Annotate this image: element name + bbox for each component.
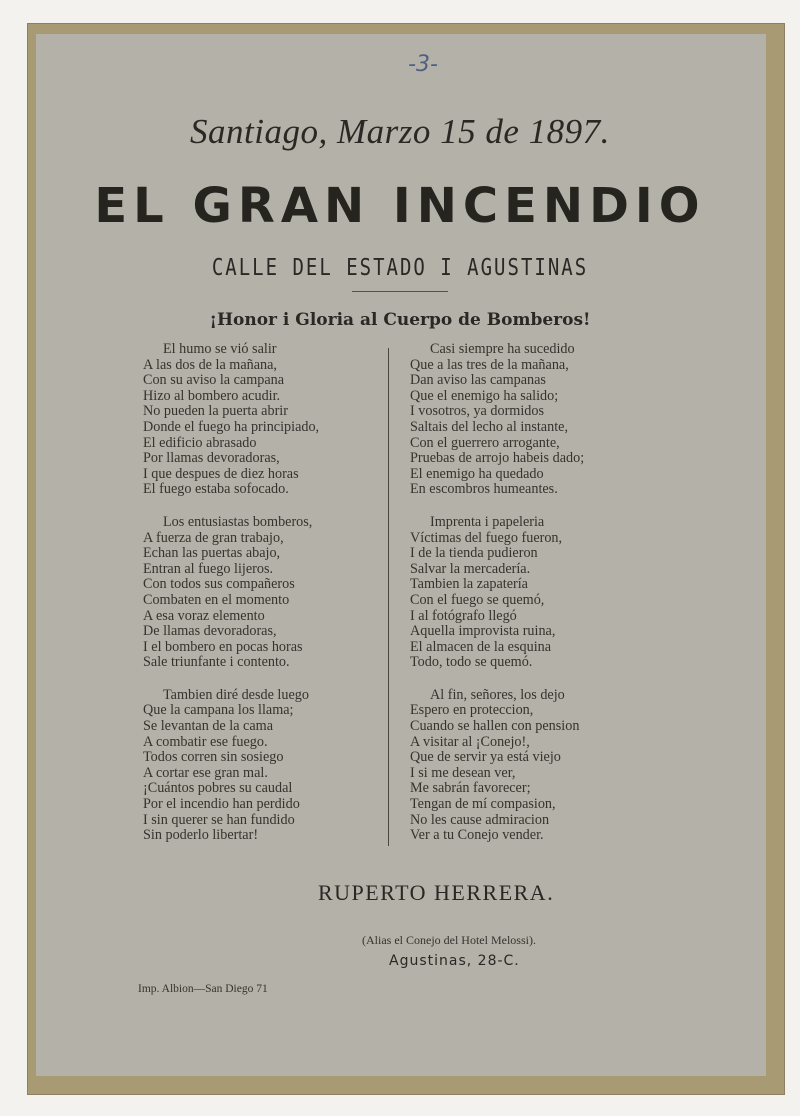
poem-line: Tambien diré desde luego — [163, 686, 309, 703]
poem-line: Saltais del lecho al instante, — [410, 418, 568, 435]
poem-line: Sin poderlo libertar! — [143, 827, 259, 844]
printer-imprint: Imp. Albion—San Diego 71 — [138, 983, 268, 995]
poem-line: Que de servir ya está viejo — [410, 749, 561, 766]
poem-stanza — [143, 515, 383, 671]
poem-line: Por el incendio han perdido — [143, 796, 300, 813]
poem-line: El almacen de la esquina — [410, 638, 552, 655]
poem-line: I que despues de diez horas — [143, 465, 299, 482]
poem-line: Espero en proteccion, — [410, 702, 534, 719]
poem-line: Con todos sus compañeros — [143, 576, 295, 593]
poem-line: No pueden la puerta abrir — [143, 403, 288, 420]
poem-line: A combatir ese fuego. — [143, 733, 268, 750]
poem-stanza — [410, 342, 650, 498]
poem-line: Me sabrán favorecer; — [410, 780, 531, 797]
poem-line: Con el fuego se quemó, — [410, 591, 545, 608]
poem-stanza — [143, 342, 383, 498]
poem-line: Todo, todo se quemó. — [410, 654, 533, 671]
poem-line: A fuerza de gran trabajo, — [143, 529, 284, 546]
poem-line: Que la campana los llama; — [143, 702, 294, 719]
poem-line: Con el guerrero arrogante, — [410, 434, 560, 451]
page-number: -3- — [408, 52, 438, 77]
poem-line: El fuego estaba sofocado. — [143, 481, 289, 498]
poem-column-left — [143, 342, 383, 861]
poem-line: Donde el fuego ha principiado, — [143, 418, 320, 435]
homage-line: ¡Honor i Gloria al Cuerpo de Bomberos! — [209, 310, 591, 330]
page-title: EL GRAN INCENDIO — [94, 178, 706, 234]
poem-line: Ver a tu Conejo vender. — [410, 827, 544, 844]
poem-line: El edificio abrasado — [143, 434, 257, 451]
poem-line: Echan las puertas abajo, — [143, 545, 281, 562]
poem-line: Hizo al bombero acudir. — [143, 387, 281, 404]
poem-line: Con su aviso la campana — [143, 372, 285, 389]
poem-line: El enemigo ha quedado — [410, 465, 544, 482]
poem-line: Todos corren sin sosiego — [143, 749, 284, 766]
poem-line: Tengan de mí compasion, — [410, 796, 556, 813]
poem-line: Que a las tres de la mañana, — [410, 356, 569, 373]
poem-line: Entran al fuego lijeros. — [143, 560, 274, 577]
poem-line: Casi siempre ha sucedido — [430, 341, 575, 357]
poem-line: Al fin, señores, los dejo — [430, 686, 565, 703]
poem-line: Los entusiastas bomberos, — [163, 513, 313, 530]
poem-line: Cuando se hallen con pension — [410, 718, 580, 735]
poem-line: Tambien la zapatería — [410, 576, 528, 593]
poem-stanza — [143, 688, 383, 844]
poem-line: A las dos de la mañana, — [143, 356, 277, 373]
poem-line: Imprenta i papeleria — [430, 513, 545, 530]
author-signature — [318, 880, 618, 906]
poem-line: Sale triunfante i contento. — [143, 654, 290, 671]
poem-line: En escombros humeantes. — [410, 481, 558, 498]
poem-line: A visitar al ¡Conejo!, — [410, 733, 530, 750]
poem-line: I al fotógrafo llegó — [410, 607, 517, 624]
poem-line: De llamas devoradoras, — [143, 623, 277, 640]
poem-line: Aquella improvista ruina, — [410, 623, 556, 640]
poem-line: A esa voraz elemento — [143, 607, 265, 624]
poem-line: Víctimas del fuego fueron, — [410, 529, 563, 546]
poem-line: I si me desean ver, — [410, 764, 516, 781]
title-rule — [352, 291, 448, 292]
dateline: Santiago, Marzo 15 de 1897. — [190, 112, 610, 151]
poem-line: A cortar ese gran mal. — [143, 764, 268, 781]
author-name: RUPERTO HERRERA. — [318, 880, 555, 905]
poem-line: Combaten en el momento — [143, 591, 290, 608]
poem-line: Se levantan de la cama — [143, 718, 273, 735]
poem-line: I de la tienda pudieron — [410, 545, 538, 562]
subtitle: CALLE DEL ESTADO I AGUSTINAS — [211, 254, 589, 282]
poem-line: Dan aviso las campanas — [410, 372, 546, 389]
poem-column-right — [410, 342, 650, 861]
poem-line: ¡Cuántos pobres su caudal — [143, 780, 293, 797]
column-divider — [388, 348, 389, 846]
author-address: Agustinas, 28-C. — [389, 953, 520, 969]
poem-line: El humo se vió salir — [163, 341, 277, 357]
poem-stanza — [410, 515, 650, 671]
poem-stanza — [410, 688, 650, 844]
poem-line: No les cause admiracion — [410, 811, 550, 828]
poem-line: Que el enemigo ha salido; — [410, 387, 559, 404]
poem-line: I vosotros, ya dormidos — [410, 403, 544, 420]
poem-line: I el bombero en pocas horas — [143, 638, 303, 655]
poem-line: Por llamas devoradoras, — [143, 450, 280, 467]
poem-line: Pruebas de arrojo habeis dado; — [410, 450, 585, 467]
author-alias: (Alias el Conejo del Hotel Melossi). — [362, 933, 536, 947]
poem-line: I sin querer se han fundido — [143, 811, 295, 828]
poem-line: Salvar la mercadería. — [410, 560, 531, 577]
